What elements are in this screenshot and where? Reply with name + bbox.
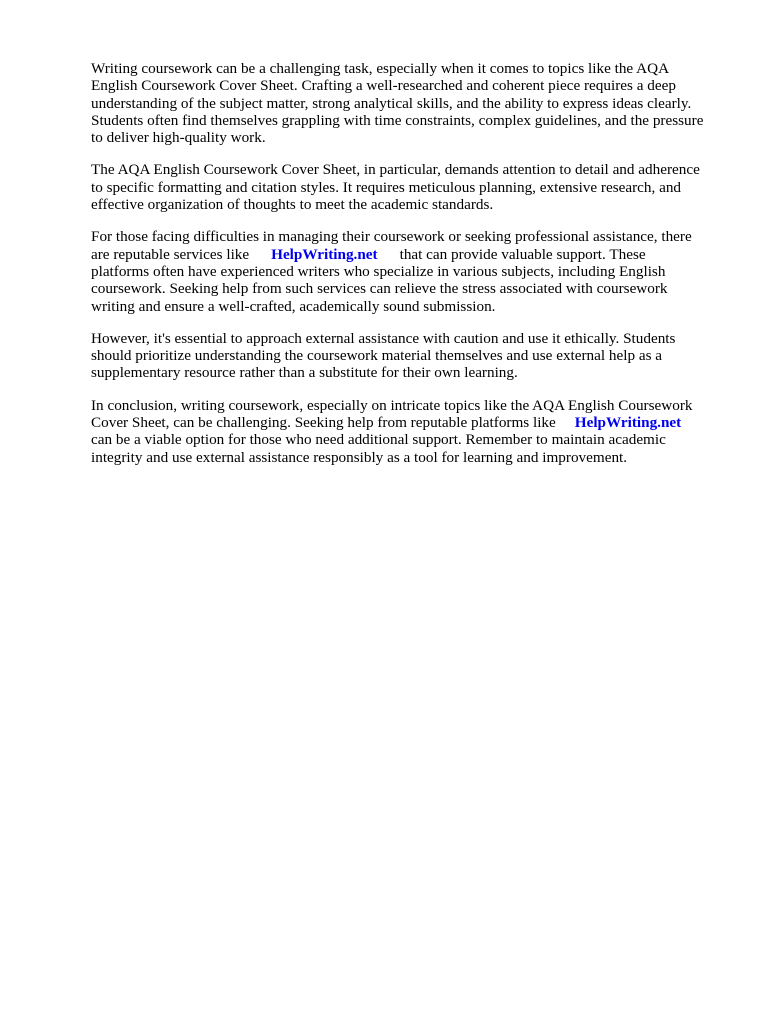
text-line: to deliver high-quality work. (91, 129, 266, 147)
text-line: Students often find themselves grappling with time constraints, complex guidelines, and the pressure (91, 111, 704, 129)
text-line: The AQA English Coursework Cover Sheet, in particular, demands attention to detail and adherence (91, 161, 700, 179)
text-line: supplementary resource rather than a substitute for their own learning. (91, 364, 518, 382)
text-line-with-link (91, 414, 721, 431)
paragraph-conclusion (91, 397, 721, 466)
text-line: integrity and use external assistance responsibly as a tool for learning and improvement. (91, 448, 628, 466)
text-line: In conclusion, writing coursework, especially on intricate topics like the AQA English Coursework (91, 396, 693, 414)
text-line: can be a viable option for those who need additional support. Remember to maintain academic (91, 431, 666, 449)
text-segment: are reputable services like (91, 245, 250, 263)
text-line-with-link (91, 246, 721, 263)
paragraph-cover-sheet (91, 161, 721, 213)
text-line: writing and ensure a well-crafted, academically sound submission. (91, 297, 496, 315)
text-line: For those facing difficulties in managing their coursework or seeking professional assistance, there (91, 228, 692, 246)
text-line: However, it's essential to approach external assistance with caution and use it ethically. Students (91, 329, 676, 347)
text-line: Writing coursework can be a challenging task, especially when it comes to topics like the AQA (91, 60, 670, 77)
helpwriting-link[interactable]: HelpWriting.net (574, 414, 682, 432)
document-page (91, 60, 721, 481)
text-line: effective organization of thoughts to meet the academic standards. (91, 196, 494, 214)
paragraph-caution (91, 330, 721, 382)
text-line: English Coursework Cover Sheet. Crafting a well-researched and coherent piece requires a deep (91, 77, 676, 95)
paragraph-intro (91, 60, 721, 146)
text-line: should prioritize understanding the coursework material themselves and use external help as a (91, 347, 663, 365)
text-line: platforms often have experienced writers who specialize in various subjects, including English (91, 262, 666, 280)
text-segment: that can provide valuable support. These (399, 245, 646, 263)
text-segment: Cover Sheet, can be challenging. Seeking help from reputable platforms like (91, 414, 556, 432)
text-line: to specific formatting and citation styles. It requires meticulous planning, extensive research, and (91, 178, 682, 196)
paragraph-services (91, 228, 721, 314)
text-line: coursework. Seeking help from such services can relieve the stress associated with coursework (91, 280, 668, 298)
helpwriting-link[interactable]: HelpWriting.net (271, 245, 378, 263)
text-line: understanding of the subject matter, strong analytical skills, and the ability to express ideas clearly. (91, 94, 692, 112)
